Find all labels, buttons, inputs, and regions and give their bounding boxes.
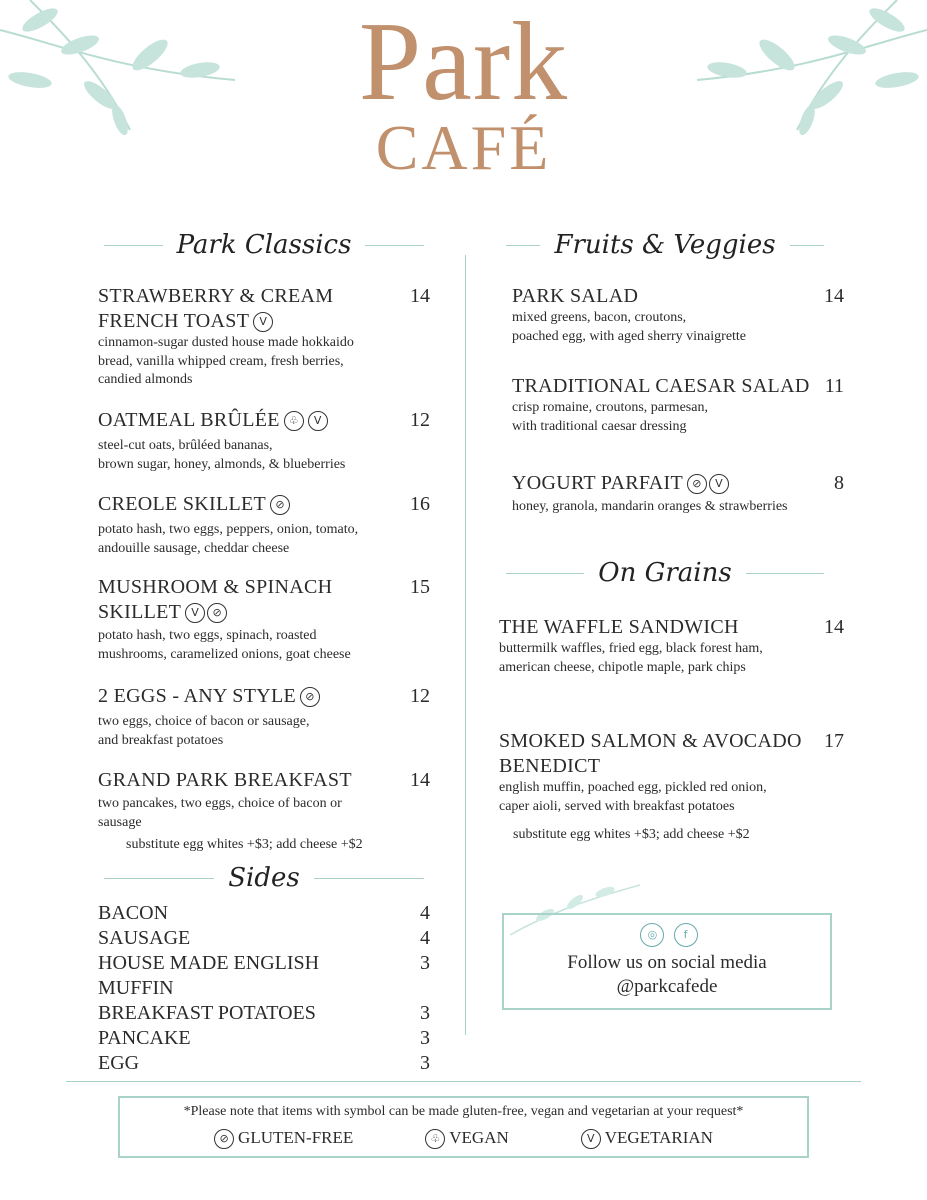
item-name: 2 EGGS - ANY STYLE ⊘ xyxy=(98,684,320,709)
gluten-free-icon: ⊘ xyxy=(270,495,290,515)
section-title: Sides xyxy=(228,863,300,893)
list-item: HOUSE MADE ENGLISH MUFFIN 3 xyxy=(98,952,430,999)
section-header-classics xyxy=(104,227,424,263)
section-title: Park Classics xyxy=(176,230,352,260)
item-description: steel-cut oats, brûléed bananas, brown sugar, honey, almonds, & blueberries xyxy=(98,438,346,472)
vegetarian-icon: V xyxy=(581,1129,601,1149)
dietary-note-box xyxy=(118,1096,809,1158)
item-note: substitute egg whites +$3; add cheese +$2 xyxy=(513,827,750,842)
facebook-icon[interactable]: f xyxy=(674,923,698,947)
menu-item xyxy=(98,575,430,664)
brand-name: Park xyxy=(358,0,569,124)
legend-vegan: ♧ VEGAN xyxy=(425,1128,509,1149)
vegan-icon: ♧ xyxy=(284,411,304,431)
item-name: GRAND PARK BREAKFAST xyxy=(98,769,352,791)
item-description: crisp romaine, croutons, parmesan, with traditional caesar dressing xyxy=(512,400,708,434)
social-text: Follow us on social media xyxy=(567,952,767,973)
item-price: 12 xyxy=(410,409,430,431)
legend-vegetarian: V VEGETARIAN xyxy=(581,1128,713,1149)
item-note: substitute egg whites +$3; add cheese +$2 xyxy=(126,837,363,852)
item-price: 16 xyxy=(410,493,430,515)
dietary-legend xyxy=(120,1128,807,1149)
item-name: YOGURT PARFAIT ⊘ V xyxy=(512,471,729,496)
section-header-grains xyxy=(506,555,824,591)
item-price: 17 xyxy=(824,730,844,752)
legend-gluten-free: ⊘ GLUTEN-FREE xyxy=(214,1128,353,1149)
list-item: BREAKFAST POTATOES 3 xyxy=(98,1002,430,1024)
column-divider xyxy=(465,255,466,1035)
footer-divider xyxy=(66,1081,861,1082)
list-item: BACON 4 xyxy=(98,902,430,924)
vegetarian-icon: V xyxy=(709,474,729,494)
menu-item xyxy=(98,492,430,558)
item-price: 14 xyxy=(410,285,430,307)
menu-item xyxy=(98,408,430,474)
vegan-icon: ♧ xyxy=(425,1129,445,1149)
menu-item xyxy=(499,615,844,677)
item-price: 11 xyxy=(824,375,844,397)
item-name: SMOKED SALMON & AVOCADO BENEDICT xyxy=(499,730,802,777)
gluten-free-icon: ⊘ xyxy=(207,603,227,623)
item-name: PARK SALAD xyxy=(512,285,639,307)
item-name: TRADITIONAL CAESAR SALAD xyxy=(512,375,810,397)
menu-item xyxy=(499,729,844,845)
list-item: EGG 3 xyxy=(98,1052,430,1074)
vegetarian-icon: V xyxy=(253,312,273,332)
item-description: two pancakes, two eggs, choice of bacon or sausage xyxy=(98,796,342,830)
item-name: THE WAFFLE SANDWICH xyxy=(499,616,739,638)
section-title: On Grains xyxy=(598,558,732,588)
item-name: CREOLE SKILLET ⊘ xyxy=(98,492,290,517)
menu-item xyxy=(98,768,430,855)
menu-item xyxy=(512,284,844,346)
item-name: STRAWBERRY & CREAM FRENCH TOAST V xyxy=(98,285,334,332)
instagram-icon[interactable]: ◎ xyxy=(640,923,664,947)
item-price: 14 xyxy=(410,769,430,791)
item-description: potato hash, two eggs, spinach, roasted mushrooms, caramelized onions, goat cheese xyxy=(98,628,351,662)
gluten-free-icon: ⊘ xyxy=(687,474,707,494)
item-price: 14 xyxy=(824,285,844,307)
section-header-fruits xyxy=(506,227,824,263)
gluten-free-icon: ⊘ xyxy=(214,1129,234,1149)
section-header-sides xyxy=(104,860,424,896)
list-item: SAUSAGE 4 xyxy=(98,927,430,949)
social-handle[interactable]: @parkcafede xyxy=(616,976,718,997)
section-title: Fruits & Veggies xyxy=(554,230,776,260)
dietary-note: *Please note that items with symbol can be made gluten-free, vegan and vegetarian at your request* xyxy=(183,1104,744,1119)
item-price: 14 xyxy=(824,616,844,638)
item-price: 8 xyxy=(834,472,844,494)
item-description: honey, granola, mandarin oranges & strawberries xyxy=(512,499,788,514)
item-description: potato hash, two eggs, peppers, onion, tomato, andouille sausage, cheddar cheese xyxy=(98,522,359,556)
list-item: PANCAKE 3 xyxy=(98,1027,430,1049)
sides-list xyxy=(98,901,430,1076)
vegetarian-icon: V xyxy=(185,603,205,623)
brand-subtitle: CAFÉ xyxy=(375,112,552,183)
item-name: MUSHROOM & SPINACH SKILLET V ⊘ xyxy=(98,576,333,623)
item-description: two eggs, choice of bacon or sausage, and breakfast potatoes xyxy=(98,714,310,748)
item-description: english muffin, poached egg, pickled red onion, caper aioli, served with breakfast potatoes xyxy=(499,780,767,814)
item-price: 15 xyxy=(410,576,430,598)
item-description: cinnamon-sugar dusted house made hokkaido bread, vanilla whipped cream, fresh berries, candied almonds xyxy=(98,335,354,387)
menu-item xyxy=(98,684,430,750)
item-description: buttermilk waffles, fried egg, black forest ham, american cheese, chipotle maple, park chips xyxy=(499,641,763,675)
item-name: OATMEAL BRÛLÉE ♧ V xyxy=(98,408,328,433)
item-description: mixed greens, bacon, croutons, poached egg, with aged sherry vinaigrette xyxy=(512,310,747,344)
menu-item xyxy=(512,471,844,517)
menu-item xyxy=(98,284,430,390)
vegetarian-icon: V xyxy=(308,411,328,431)
gluten-free-icon: ⊘ xyxy=(300,687,320,707)
social-box xyxy=(502,913,832,1010)
menu-item xyxy=(512,374,844,436)
item-price: 12 xyxy=(410,685,430,707)
